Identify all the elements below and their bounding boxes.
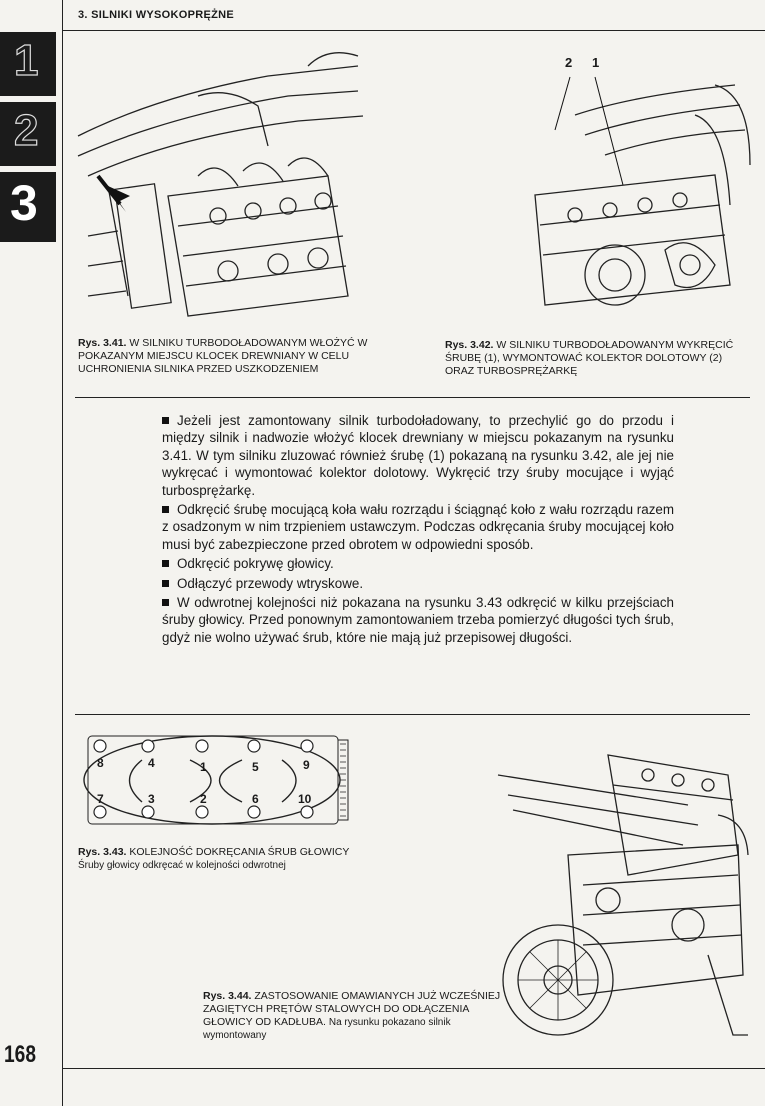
bolt-label-3: 3 (148, 792, 155, 806)
fig341-text: W SILNIKU TURBODOŁADOWANYM WŁOŻYĆ W POKAZANYM MIEJSCU KLOCEK DREWNIANY W CELU UCHRONIENIA SILNIKA PRZED USZKODZENIEM (78, 337, 368, 375)
bullet-icon (162, 560, 169, 567)
bullet-icon (162, 599, 169, 606)
fig344-label: Rys. 3.44. (203, 990, 252, 1002)
fig344-text: ZASTOSOWANIE OMAWIANYCH JUŻ WCZEŚNIEJ ZAGIĘTYCH PRĘTÓW STALOWYCH DO ODŁĄCZENIA GŁOWICY OD KADŁUBA. (203, 990, 501, 1028)
divider-rule-1 (75, 397, 750, 398)
page-left-rule (62, 0, 63, 1106)
bullet-icon (162, 580, 169, 587)
fig344-caption (203, 990, 503, 1042)
fig342-label: Rys. 3.42. (445, 339, 494, 351)
instruction-paragraph (162, 501, 674, 553)
header-rule (62, 30, 765, 31)
fig342-text: W SILNIKU TURBODOŁADOWANYM WYKRĘCIĆ ŚRUBĘ (1), WYMONTOWAĆ KOLEKTOR DOLOTOWY (2) ORAZ TURBOSPRĘŻARKĘ (445, 339, 734, 377)
chapter-tab-1-label: 1 (14, 36, 39, 85)
fig343-label: Rys. 3.43. (78, 846, 127, 858)
fig344-subtext: Na rysunku pokazano silnik wymontowany (203, 1017, 451, 1041)
instruction-paragraph (162, 594, 674, 646)
bolt-label-5: 5 (252, 760, 259, 774)
fig344-engine-illustration (488, 735, 758, 1055)
instruction-paragraph (162, 575, 674, 592)
fig343-text: KOLEJNOŚĆ DOKRĘCANIA ŚRUB GŁOWICY (129, 846, 350, 858)
paragraph-text: Odkręcić śrubę mocującą koła wału rozrządu i ściągnąć koło z wału rozrządu razem z osadzonym w nim trzpieniem ustawczym. Podczas odkręcania śruby mocującej koło musi być zabezpieczone przed obrotem w odpowiedni sposób. (162, 502, 674, 552)
bullet-icon (162, 506, 169, 513)
footer-rule (62, 1068, 765, 1069)
page-number: 168 (4, 1041, 37, 1068)
bolt-label-8: 8 (97, 756, 104, 770)
instruction-paragraph (162, 412, 674, 499)
bolt-label-9: 9 (303, 758, 310, 772)
fig342-marker-2: 2 (565, 55, 573, 70)
fig342-caption (445, 339, 750, 378)
paragraph-text: Jeżeli jest zamontowany silnik turbodoładowany, to przechylić go do przodu i między silnik i nadwozie włożyć klocek drewniany w miejscu pokazanym na rysunku 3.41. W tym silniku zluzować również śrubę (1) pokazaną na rysunku 3.42, ale jej nie wykręcać i wymontować kolektor dolotowy. Wykręcić trzy śruby mocujące i wyjąć turbosprężarkę. (162, 413, 674, 498)
paragraph-text: Odkręcić pokrywę głowicy. (177, 556, 334, 572)
fig343-bolt-diagram (82, 730, 352, 830)
chapter-tab-1[interactable] (0, 32, 56, 96)
section-header: 3. SILNIKI WYSOKOPRĘŻNE (78, 9, 235, 21)
fig343-subtext: Śruby głowicy odkręcać w kolejności odwrotnej (78, 860, 286, 871)
divider-rule-2 (75, 714, 750, 715)
instructions-body (162, 412, 674, 648)
bolt-label-10: 10 (298, 792, 312, 806)
fig341-caption (78, 337, 423, 376)
fig343-caption (78, 846, 418, 872)
chapter-tab-3-label: 3 (10, 175, 38, 231)
bullet-icon (162, 417, 169, 424)
chapter-tab-3[interactable] (0, 172, 56, 242)
chapter-tab-2-label: 2 (14, 106, 39, 155)
fig342-engine-illustration (515, 55, 755, 330)
paragraph-text: Odłączyć przewody wtryskowe. (177, 575, 364, 591)
bolt-label-1: 1 (200, 760, 207, 774)
instruction-paragraph (162, 555, 674, 572)
fig341-label: Rys. 3.41. (78, 337, 127, 349)
bolt-label-2: 2 (200, 792, 207, 806)
fig341-engine-illustration (68, 36, 368, 326)
chapter-tab-2[interactable] (0, 102, 56, 166)
paragraph-text: W odwrotnej kolejności niż pokazana na rysunku 3.43 odkręcić w kilku przejściach śruby głowicy. Przed ponownym zamontowaniem trzeba pomierzyć długości tych śrub, gdyż nie wolno używać śrub, które nie mają już przepisowej długości. (162, 595, 674, 645)
bolt-label-7: 7 (97, 792, 104, 806)
bolt-label-4: 4 (148, 756, 155, 770)
fig342-marker-1: 1 (592, 55, 600, 70)
bolt-label-6: 6 (252, 792, 259, 806)
